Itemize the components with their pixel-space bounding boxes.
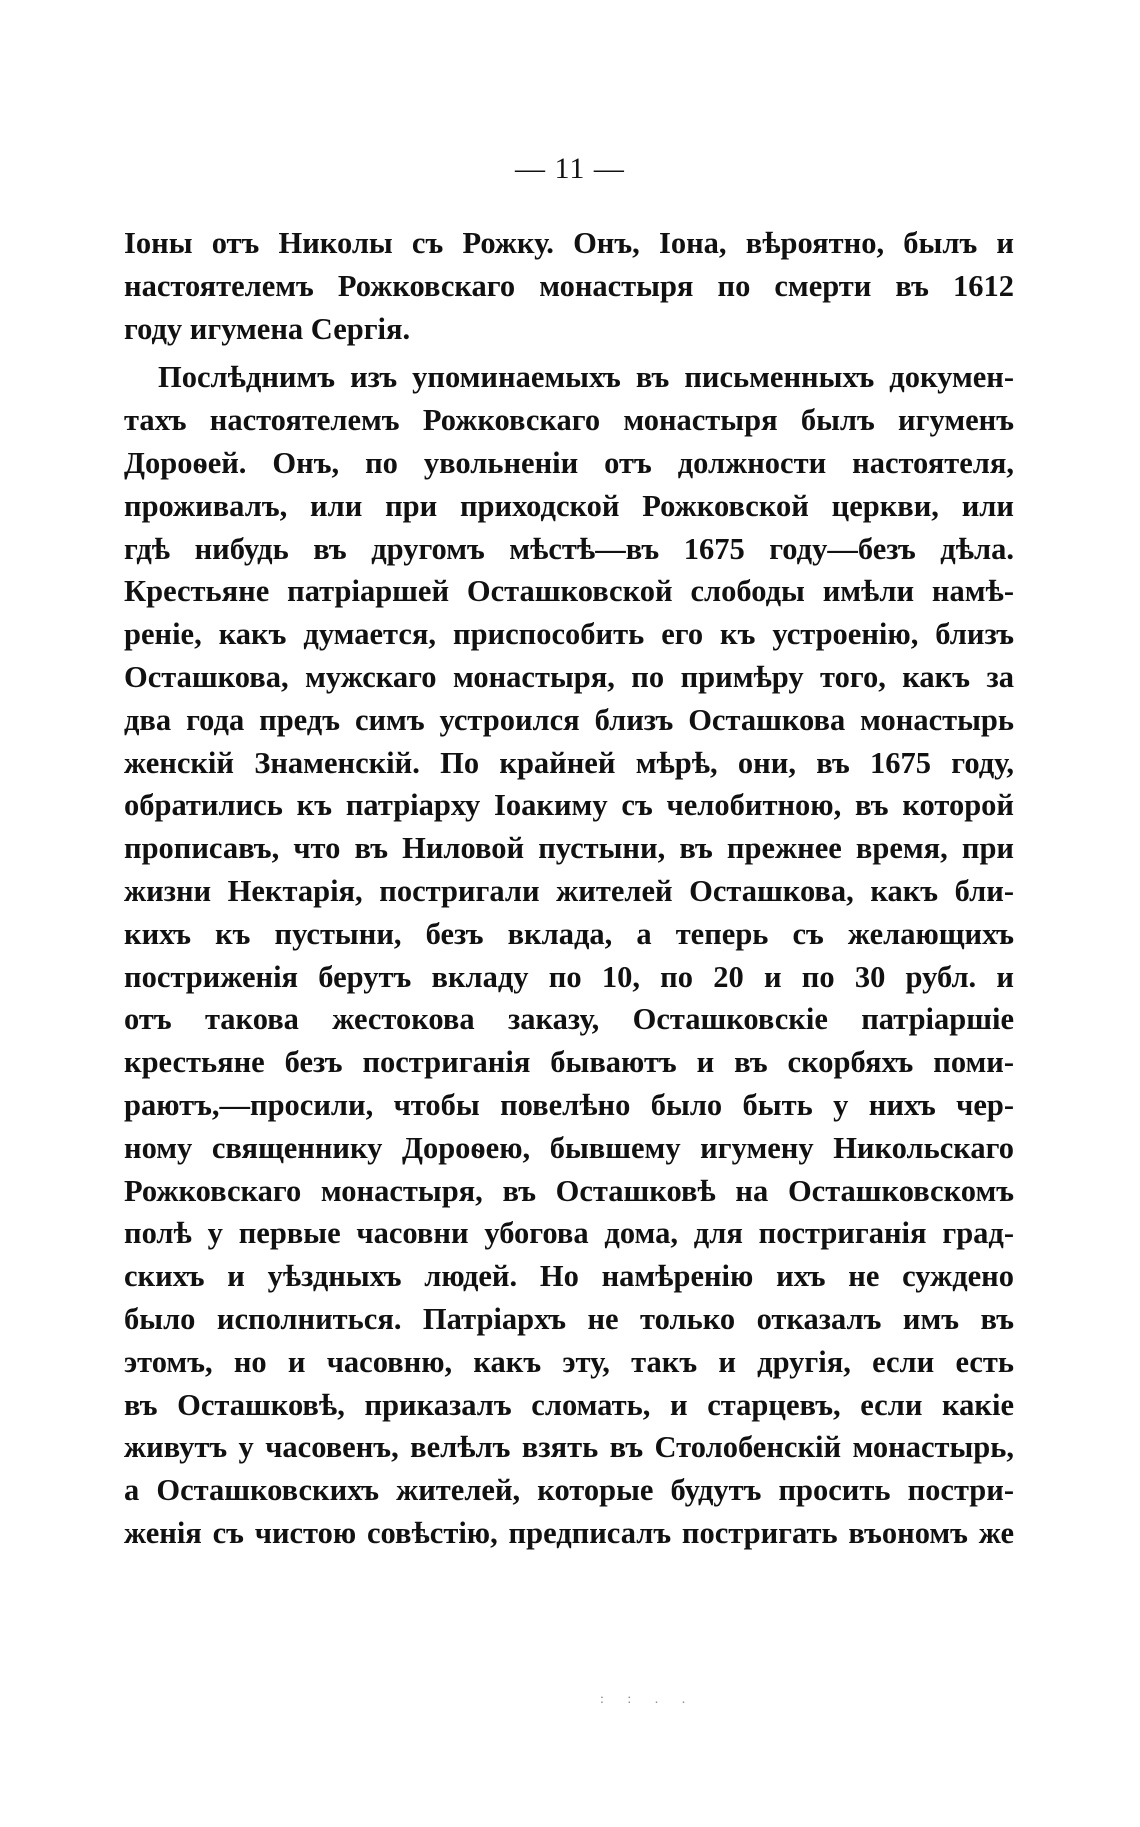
text-line: обратились къ патріарху Іоакиму съ челобитною, въ которой	[124, 788, 1014, 823]
text-line: жизни Нектарія, постригали жителей Осташкова, какъ бли-	[124, 873, 1014, 908]
text-line: въ Осташковѣ, приказалъ сломать, и старцевъ, если какіе	[124, 1387, 1014, 1422]
text-line: Рожковскаго монастыря, въ Осташковѣ на Осташковскомъ	[124, 1173, 1014, 1208]
text-line: а Осташковскихъ жителей, которые будутъ просить постри-	[124, 1473, 1014, 1508]
print-specks: : : . .	[600, 1692, 696, 1707]
text-line: тахъ настоятелемъ Рожковскаго монастыря былъ игуменъ	[124, 403, 1014, 438]
text-line: живутъ у часовенъ, велѣлъ взять въ Столобенскій монастырь,	[124, 1430, 1014, 1465]
text-line: Дороѳей. Онъ, по увольненіи отъ должности настоятеля,	[124, 445, 1014, 480]
text-line: ному священнику Дороѳею, бывшему игумену Никольскаго	[124, 1130, 1014, 1165]
text-line: проживалъ, или при приходской Рожковской церкви, или	[124, 488, 1014, 523]
text-line: кихъ къ пустыни, безъ вклада, а теперь съ желающихъ	[124, 916, 1014, 951]
text-line: постриженія берутъ вкладу по 10, по 20 и по 30 рубл. и	[124, 959, 1014, 994]
text-line: скихъ и уѣздныхъ людей. Но намѣренію ихъ не суждено	[124, 1259, 1014, 1294]
text-line: раютъ,—просили, чтобы повелѣно было быть у нихъ чер-	[124, 1087, 1014, 1122]
text-line: прописавъ, что въ Ниловой пустыни, въ прежнее время, при	[124, 831, 1014, 866]
text-line: Іоны отъ Николы съ Рожку. Онъ, Іона, вѣроятно, былъ и	[124, 226, 1014, 260]
text-line: гдѣ нибудь въ другомъ мѣстѣ—въ 1675 году—безъ дѣла.	[124, 531, 1014, 566]
text-line: женія съ чистою совѣстію, предписалъ постригать въономъ же	[124, 1515, 1014, 1550]
text-line: Осташкова, мужскаго монастыря, по примѣру того, какъ за	[124, 659, 1014, 694]
text-line: крестьяне безъ постриганія бываютъ и въ скорбяхъ поми-	[124, 1045, 1014, 1080]
text-line: было исполниться. Патріархъ не только отказалъ имъ въ	[124, 1301, 1014, 1336]
page-number: — 11 —	[515, 152, 625, 185]
text-line: настоятелемъ Рожковскаго монастыря по смерти въ 1612	[124, 268, 1014, 303]
text-line: Послѣднимъ изъ упоминаемыхъ въ письменныхъ докумен-	[158, 360, 1014, 395]
text-line: отъ такова жестокова заказу, Осташковскіе патріаршіе	[124, 1002, 1014, 1037]
text-line: этомъ, но и часовню, какъ эту, такъ и другія, если есть	[124, 1344, 1014, 1379]
text-line: два года предъ симъ устроился близъ Осташкова монастырь	[124, 702, 1014, 737]
text-line: году игумена Сергія.	[124, 311, 411, 346]
text-line: Крестьяне патріаршей Осташковской слободы имѣли намѣ-	[124, 574, 1014, 609]
text-line: женскій Знаменскій. По крайней мѣрѣ, они, въ 1675 году,	[124, 745, 1014, 780]
body-text	[124, 222, 1014, 1555]
text-line: реніе, какъ думается, приспособить его къ устроенію, близъ	[124, 617, 1014, 652]
text-line: полѣ у первые часовни убогова дома, для постриганія град-	[124, 1216, 1014, 1251]
